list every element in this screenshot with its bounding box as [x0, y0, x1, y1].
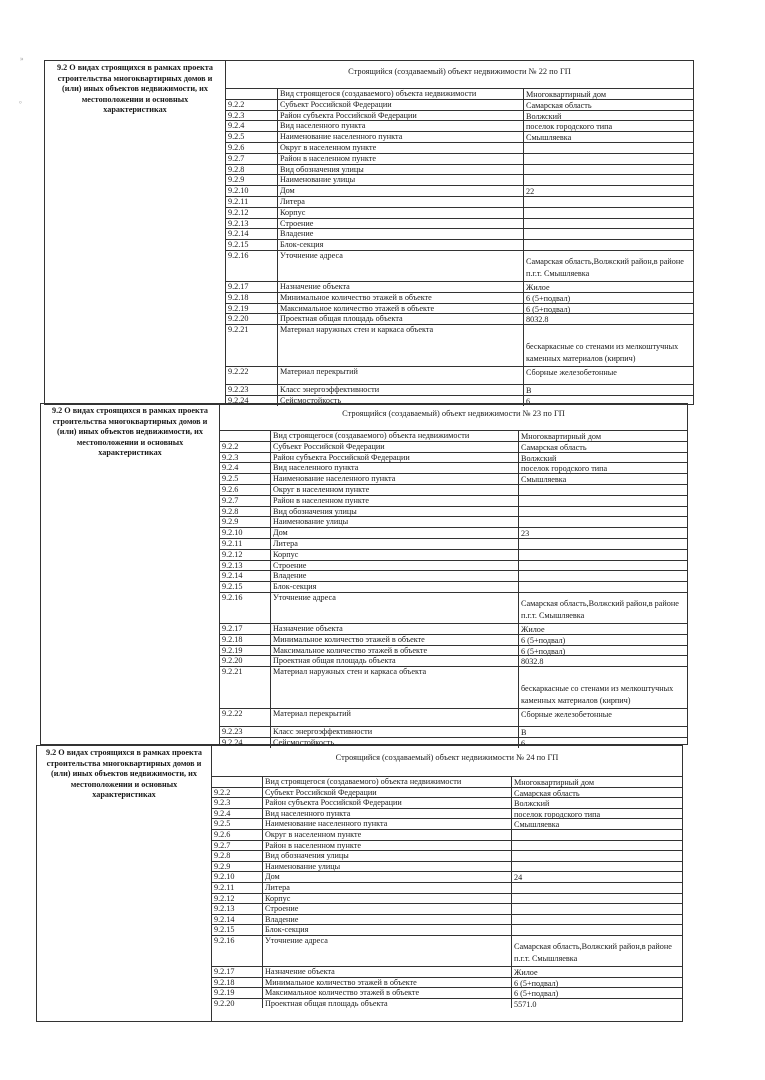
row-code: 9.2.12 — [222, 549, 243, 559]
row-code: 9.2.6 — [228, 143, 245, 152]
row-code: 9.2.9 — [214, 861, 231, 871]
row-label: Вид населенного пункта — [265, 808, 351, 818]
row-value: 6 — [521, 739, 526, 748]
row-code: 9.2.4 — [214, 808, 231, 818]
row-label: Вид обозначения улицы — [265, 851, 349, 861]
object-block — [40, 403, 688, 748]
row-code: 9.2.11 — [228, 197, 249, 206]
row-value: Многоквартирный дом — [521, 432, 602, 441]
row-code: 9.2.3 — [214, 798, 231, 808]
row-code: 9.2.14 — [228, 229, 249, 239]
column-divider — [523, 88, 524, 406]
row-label: Строение — [280, 218, 314, 228]
row-code: 9.2.13 — [222, 560, 243, 570]
row-code: 9.2.7 — [228, 153, 245, 163]
table-row — [220, 592, 687, 624]
row-label: Наименование улицы — [280, 175, 356, 185]
row-label: Корпус — [265, 893, 291, 903]
row-label: Наименование улицы — [273, 517, 349, 527]
row-label: Материал перекрытий — [280, 367, 358, 377]
row-value: 8032.8 — [521, 657, 544, 667]
row-value: Жилое — [521, 625, 545, 634]
row-value: 5571.0 — [514, 999, 537, 1009]
row-label: Вид населенного пункта — [273, 463, 359, 473]
row-value: Волжский — [526, 111, 562, 121]
row-code: 9.2.5 — [228, 132, 245, 142]
row-code: 9.2.22 — [228, 367, 249, 377]
row-value: поселок городского типа — [521, 464, 608, 474]
row-value: Волжский — [514, 799, 550, 809]
row-code: 9.2.13 — [214, 904, 235, 914]
row-label: Уточнение адреса — [280, 251, 343, 260]
row-label: Наименование населенного пункта — [265, 819, 388, 829]
row-code: 9.2.23 — [228, 385, 249, 395]
row-label: Дом — [280, 186, 295, 196]
row-code: 9.2.12 — [228, 207, 249, 217]
row-value: В — [526, 386, 532, 396]
row-label: Максимальное количество этажей в объекте — [265, 988, 420, 998]
row-value: 6 (5+подвал) — [514, 989, 559, 999]
column-divider — [518, 430, 519, 748]
row-label: Наименование населенного пункта — [273, 474, 396, 484]
margin-mark: » — [20, 55, 24, 63]
row-value: Самарская область,Волжский район,в районе п.г.т. Смышляевка — [521, 599, 679, 620]
row-label: Литера — [280, 197, 305, 206]
row-value: поселок городского типа — [514, 809, 601, 819]
row-label: Вид строящегося (создаваемого) объекта недвижимости — [273, 431, 470, 440]
row-code: 9.2.23 — [222, 727, 243, 737]
row-code: 9.2.6 — [222, 485, 239, 494]
row-label: Район в населенном пункте — [280, 153, 376, 163]
row-label: Максимальное количество этажей в объекте — [273, 645, 428, 655]
row-label: Район субъекта Российской Федерации — [273, 452, 410, 462]
row-code: 9.2.13 — [228, 218, 249, 228]
column-divider — [277, 88, 278, 406]
row-code: 9.2.16 — [214, 936, 235, 945]
column-divider — [270, 430, 271, 748]
row-label: Субъект Российской Федерации — [273, 441, 385, 451]
row-label: Наименование улицы — [265, 861, 341, 871]
row-code: 9.2.18 — [222, 634, 243, 644]
object-table — [225, 60, 694, 405]
row-code: 9.2.4 — [228, 121, 245, 131]
row-label: Назначение объекта — [280, 282, 350, 291]
column-divider — [262, 776, 263, 1008]
row-label: Минимальное количество этажей в объекте — [265, 977, 417, 987]
row-code: 9.2.21 — [222, 667, 243, 677]
row-label: Назначение объекта — [265, 967, 335, 976]
row-label: Владение — [280, 229, 314, 239]
row-label: Дом — [265, 872, 280, 882]
row-value: В — [521, 728, 527, 738]
row-value: 22 — [526, 187, 535, 197]
row-value: Смышляевка — [514, 820, 560, 830]
row-label: Материал наружных стен и каркаса объекта — [280, 325, 434, 335]
row-code: 9.2.20 — [214, 998, 235, 1008]
object-block — [36, 745, 683, 1022]
section-label: 9.2 О видах строящихся в рамках проекта строительства многоквартирных домов и (или) иных объектов недвижимости, их местоположении и основных характеристиках — [36, 745, 212, 1022]
section-label: 9.2 О видах строящихся в рамках проекта строительства многоквартирных домов и (или) иных объектов недвижимости, их местоположении и основных характеристиках — [44, 60, 226, 405]
row-code: 9.2.3 — [228, 110, 245, 120]
row-code: 9.2.16 — [228, 251, 249, 260]
row-code: 9.2.17 — [222, 624, 243, 633]
row-code: 9.2.6 — [214, 830, 231, 839]
table-row — [226, 250, 693, 282]
row-value: 6 (5+подвал) — [521, 635, 566, 645]
object-title: Строящийся (создаваемый) объект недвижимости № 23 по ГП — [342, 409, 565, 418]
row-label: Вид строящегося (создаваемого) объекта недвижимости — [280, 89, 477, 98]
row-value: Самарская область — [526, 100, 592, 110]
row-label: Минимальное количество этажей в объекте — [280, 292, 432, 302]
row-label: Владение — [265, 914, 299, 924]
row-code: 9.2.9 — [222, 517, 239, 527]
row-label: Район субъекта Российской Федерации — [265, 798, 402, 808]
row-label: Материал перекрытий — [273, 709, 351, 719]
row-label: Субъект Российской Федерации — [280, 99, 392, 109]
row-code: 9.2.15 — [222, 582, 243, 592]
row-code: 9.2.18 — [214, 977, 235, 987]
object-title: Строящийся (создаваемый) объект недвижимости № 22 по ГП — [348, 67, 571, 76]
row-code: 9.2.8 — [214, 851, 231, 861]
object-table — [219, 403, 688, 748]
row-value: 23 — [521, 529, 530, 539]
table-row — [226, 366, 693, 385]
row-label: Класс энергоэффективности — [273, 727, 373, 737]
row-label: Блок-секция — [280, 240, 324, 250]
row-code: 9.2.14 — [222, 571, 243, 581]
row-label: Субъект Российской Федерации — [265, 787, 377, 797]
row-code: 9.2.22 — [222, 709, 243, 719]
row-code: 9.2.11 — [222, 539, 243, 548]
row-value: Смышляевка — [526, 133, 572, 143]
row-label: Литера — [273, 539, 298, 548]
row-code: 9.2.8 — [228, 164, 245, 174]
row-label: Корпус — [280, 207, 306, 217]
row-value: Самарская область — [521, 442, 587, 452]
row-code: 9.2.8 — [222, 506, 239, 516]
object-title: Строящийся (создаваемый) объект недвижимости № 24 по ГП — [335, 753, 559, 762]
row-value: Самарская область — [514, 788, 580, 798]
row-label: Блок-секция — [273, 582, 317, 592]
row-value: 6 (5+подвал) — [521, 646, 566, 656]
row-value: Сборные железобетонные — [521, 710, 612, 720]
row-code: 9.2.3 — [222, 452, 239, 462]
row-value: 6 (5+подвал) — [514, 978, 559, 988]
table-row — [226, 324, 693, 367]
row-code: 9.2.2 — [222, 441, 239, 451]
row-value: Жилое — [526, 283, 550, 292]
row-code: 9.2.5 — [214, 819, 231, 829]
row-code: 9.2.2 — [214, 787, 231, 797]
row-code: 9.2.16 — [222, 593, 243, 602]
row-value: Самарская область,Волжский район,в районе п.г.т. Смышляевка — [514, 942, 672, 963]
table-row — [220, 666, 687, 709]
row-label: Строение — [273, 560, 307, 570]
row-code: 9.2.7 — [214, 840, 231, 850]
row-label: Округ в населенном пункте — [280, 143, 377, 152]
row-code: 9.2.11 — [214, 883, 235, 892]
row-label: Проектная общая площадь объекта — [280, 314, 403, 324]
row-code: 9.2.10 — [228, 186, 249, 196]
row-label: Назначение объекта — [273, 624, 343, 633]
row-value: поселок городского типа — [526, 122, 613, 132]
row-code: 9.2.14 — [214, 914, 235, 924]
row-code: 9.2.7 — [222, 495, 239, 505]
row-code: 9.2.10 — [222, 528, 243, 538]
row-label: Литера — [265, 883, 290, 892]
row-value: бескаркасные со стенами из мелкоштучных каменных материалов (кирпич) — [521, 684, 674, 706]
row-label: Район субъекта Российской Федерации — [280, 110, 417, 120]
row-label: Материал наружных стен и каркаса объекта — [273, 667, 427, 677]
object-table — [211, 745, 683, 1022]
row-label: Минимальное количество этажей в объекте — [273, 634, 425, 644]
section-label: 9.2 О видах строящихся в рамках проекта строительства многоквартирных домов и (или) иных объектов недвижимости, их местоположении и основных характеристиках — [40, 403, 220, 745]
table-row — [220, 708, 687, 727]
table-row — [212, 998, 682, 1010]
row-label: Вид строящегося (создаваемого) объекта недвижимости — [265, 777, 462, 786]
row-value: 8032.8 — [526, 315, 549, 325]
row-label: Район в населенном пункте — [273, 495, 369, 505]
row-code: 9.2.15 — [228, 240, 249, 250]
row-label: Владение — [273, 571, 307, 581]
row-code: 9.2.2 — [228, 99, 245, 109]
row-code: 9.2.5 — [222, 474, 239, 484]
object-block — [44, 60, 694, 405]
row-code: 9.2.9 — [228, 175, 245, 185]
margin-mark: ° — [19, 100, 22, 108]
row-value: 6 — [526, 397, 531, 406]
row-value: Смышляевка — [521, 475, 567, 485]
row-label: Максимальное количество этажей в объекте — [280, 303, 435, 313]
row-code: 9.2.12 — [214, 893, 235, 903]
row-label: Класс энергоэффективности — [280, 385, 380, 395]
row-code: 9.2.4 — [222, 463, 239, 473]
row-label: Проектная общая площадь объекта — [265, 998, 388, 1008]
row-label: Округ в населенном пункте — [273, 485, 370, 494]
row-label: Сейсмостойкость — [273, 738, 335, 747]
row-code: 9.2.10 — [214, 872, 235, 882]
row-value: Многоквартирный дом — [526, 90, 607, 99]
row-code: 9.2.24 — [228, 396, 249, 405]
row-label: Уточнение адреса — [273, 593, 336, 602]
row-value: Жилое — [514, 968, 538, 977]
row-code: 9.2.24 — [222, 738, 243, 747]
column-divider — [511, 776, 512, 1008]
row-code: 9.2.19 — [214, 988, 235, 998]
row-value: 6 (5+подвал) — [526, 304, 571, 314]
row-value: Самарская область,Волжский район,в районе п.г.т. Смышляевка — [526, 257, 684, 278]
row-code: 9.2.17 — [228, 282, 249, 291]
row-code: 9.2.20 — [222, 656, 243, 666]
row-code: 9.2.19 — [228, 303, 249, 313]
row-value: бескаркасные со стенами из мелкоштучных каменных материалов (кирпич) — [526, 342, 679, 364]
row-label: Округ в населенном пункте — [265, 830, 362, 839]
row-code: 9.2.15 — [214, 925, 235, 935]
row-label: Район в населенном пункте — [265, 840, 361, 850]
row-label: Вид обозначения улицы — [280, 164, 364, 174]
row-label: Строение — [265, 904, 299, 914]
row-code: 9.2.21 — [228, 325, 249, 335]
row-label: Вид населенного пункта — [280, 121, 366, 131]
row-code: 9.2.17 — [214, 967, 235, 976]
row-label: Наименование населенного пункта — [280, 132, 403, 142]
row-label: Проектная общая площадь объекта — [273, 656, 396, 666]
row-code: 9.2.19 — [222, 645, 243, 655]
row-label: Сейсмостойкость — [280, 396, 342, 405]
row-value: 24 — [514, 873, 523, 883]
row-code: 9.2.20 — [228, 314, 249, 324]
row-value: Многоквартирный дом — [514, 778, 595, 787]
row-label: Дом — [273, 528, 288, 538]
row-value: 6 (5+подвал) — [526, 293, 571, 303]
row-value: Волжский — [521, 453, 557, 463]
row-code: 9.2.18 — [228, 292, 249, 302]
row-label: Блок-секция — [265, 925, 309, 935]
row-label: Вид обозначения улицы — [273, 506, 357, 516]
row-label: Уточнение адреса — [265, 936, 328, 945]
table-row — [212, 935, 682, 967]
row-value: Сборные железобетонные — [526, 368, 617, 378]
row-label: Корпус — [273, 549, 299, 559]
